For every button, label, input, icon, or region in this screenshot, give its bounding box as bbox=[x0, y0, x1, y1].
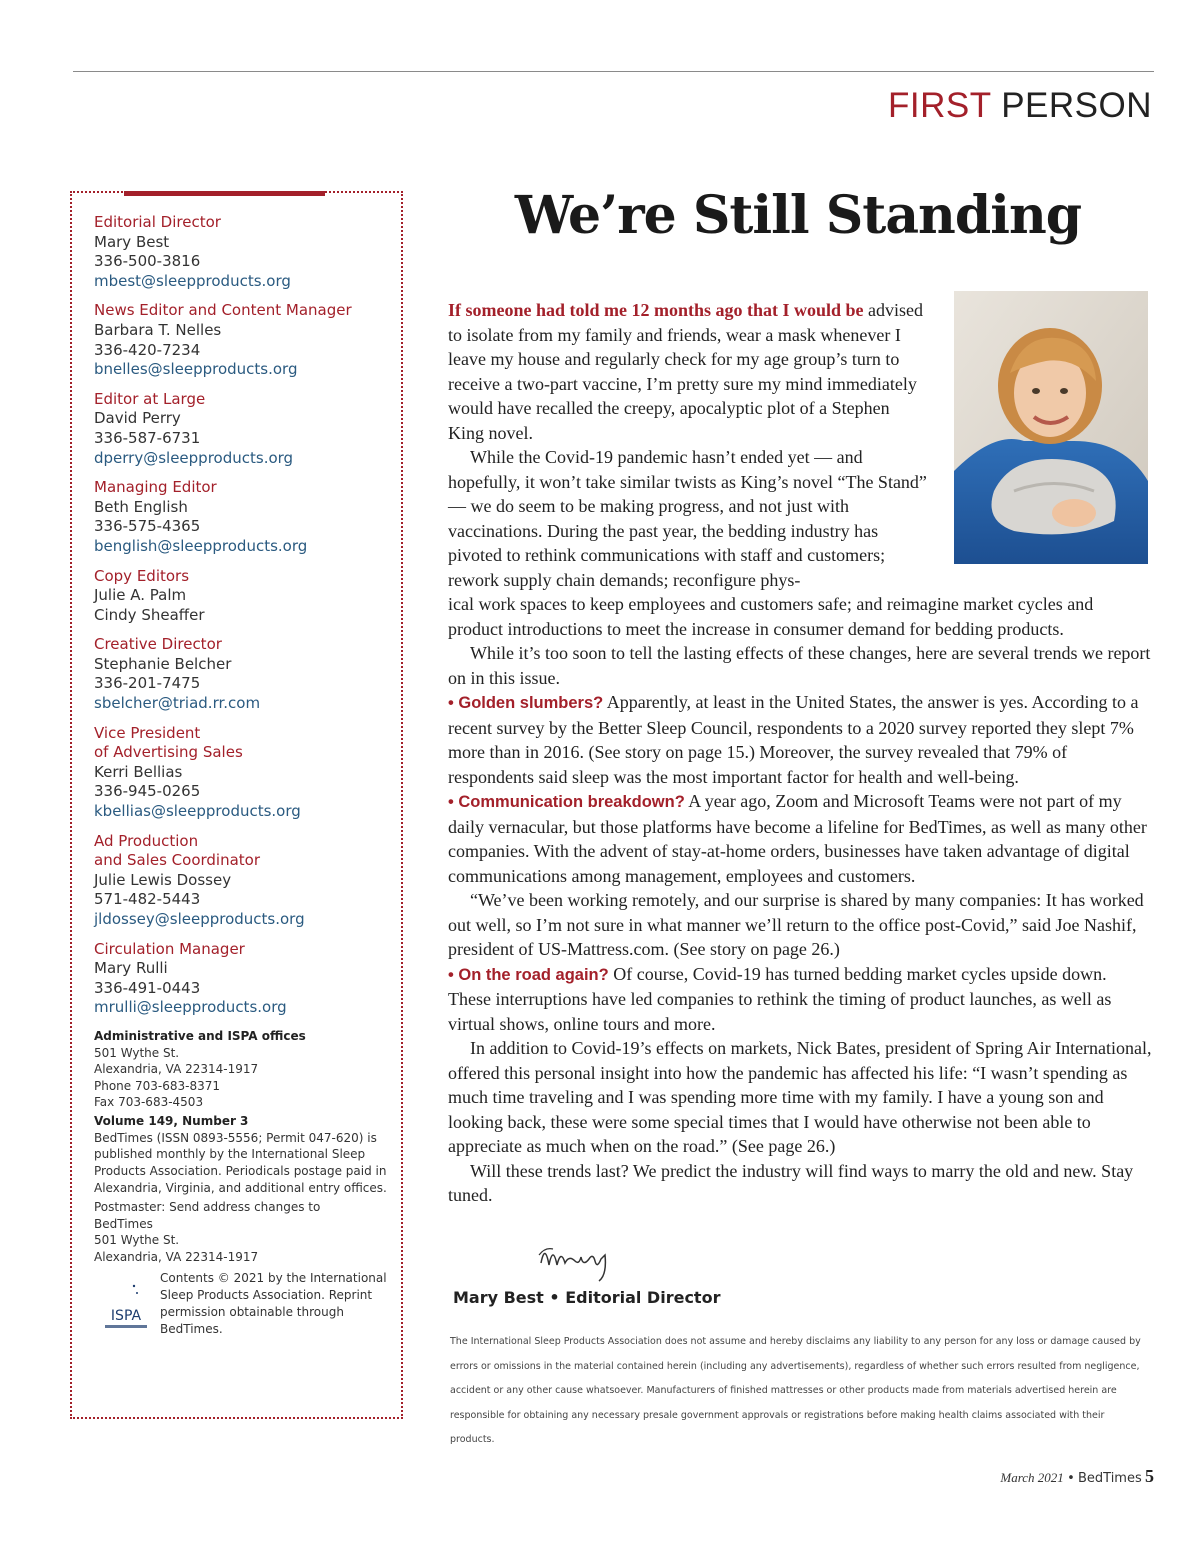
staff-role: Circulation Manager bbox=[94, 939, 245, 958]
article-paragraph: Will these trends last? We predict the industry will find ways to marry the old and new. Stay tuned. bbox=[448, 1160, 1134, 1205]
staff-entry bbox=[94, 301, 394, 379]
postmaster-line: Alexandria, VA 22314-1917 bbox=[94, 1250, 259, 1265]
staff-role: Ad Production bbox=[94, 831, 199, 850]
staff-email-link[interactable]: kbellias@sleepproducts.org bbox=[94, 802, 301, 821]
article-text: advised to isolate from my family and friends, wear a mask whenever I leave my house and regularly check for my age group’s turn to receive a two-part vaccine, I’m pretty sure my mind immediately would have recalled the creepy, apocalyptic plot of a Stephen King novel. bbox=[448, 300, 924, 443]
staff-role: Copy Editors bbox=[94, 566, 190, 585]
section-label-rest: PERSON bbox=[1001, 86, 1152, 125]
ispa-logo-text: ISPA bbox=[110, 1307, 142, 1324]
staff-role-line2: of Advertising Sales bbox=[94, 743, 243, 762]
staff-role-line2: and Sales Coordinator bbox=[94, 851, 261, 870]
section-label-accent: FIRST bbox=[887, 86, 991, 125]
article-paragraph: While it’s too soon to tell the lasting effects of these changes, here are several trends we report on in this issue. bbox=[448, 643, 1151, 688]
staff-role: Managing Editor bbox=[94, 478, 217, 497]
staff-role: Vice President bbox=[94, 723, 201, 742]
postmaster-line: Postmaster: Send address changes to bbox=[94, 1199, 321, 1214]
masthead-box bbox=[70, 191, 403, 1419]
office-street: 501 Wythe St. bbox=[94, 1045, 180, 1060]
page-number: 5 bbox=[1145, 1466, 1154, 1486]
logo-tagline-bar bbox=[105, 1325, 147, 1328]
staff-phone: 336-945-0265 bbox=[94, 782, 201, 801]
article-body bbox=[448, 298, 1152, 1208]
staff-email-link[interactable]: sbelcher@triad.rr.com bbox=[94, 694, 261, 713]
staff-name: David Perry bbox=[94, 409, 181, 428]
footer-separator: • bbox=[1067, 1471, 1075, 1486]
staff-role: Editorial Director bbox=[94, 213, 221, 231]
staff-email-link[interactable]: benglish@sleepproducts.org bbox=[94, 536, 308, 555]
top-rule bbox=[73, 71, 1154, 72]
article-paragraph: In addition to Covid-19’s effects on markets, Nick Bates, president of Spring Air International, offered this personal insight into how the pandemic has affected his life: “I wasn’t spending as much time traveling and I was spending more time with my family. I have a young son and looking back, these were some special times that I would have otherwise not been able to appreciate as much when on the road.” (See page 26.) bbox=[448, 1038, 1152, 1156]
staff-entry bbox=[94, 478, 394, 556]
copyright-block bbox=[94, 1270, 394, 1340]
staff-email-link[interactable]: mrulli@sleepproducts.org bbox=[94, 998, 287, 1017]
trend-text: Of course, Covid-19 has turned bedding market cycles upside down. These interruptions have led companies to rethink the timing of product launches, as well as virtual shows, online tours and more. bbox=[448, 963, 1112, 1034]
staff-name: Julie A. Palm bbox=[94, 586, 187, 605]
trend-text: Apparently, at least in the United States, the answer is yes. According to a recent survey by the Better Sleep Council, respondents to a 2020 survey reported they slept 7% more than in 2016. (See story on page 15.) Moreover, the survey revealed that 79% of respondents said sleep was the most important factor for health and well-being. bbox=[448, 692, 1139, 787]
staff-entry bbox=[94, 635, 394, 713]
staff-name: Barbara T. Nelles bbox=[94, 320, 222, 339]
trend-label: • Golden slumbers? bbox=[448, 694, 604, 712]
postmaster-line: BedTimes bbox=[94, 1216, 153, 1231]
publication-name: BedTimes bbox=[1077, 1471, 1142, 1486]
copyright-text: Contents © 2021 by the International Sleep Products Association. Reprint permission obtainable through BedTimes. bbox=[160, 1270, 387, 1336]
office-address bbox=[94, 1028, 394, 1111]
office-phone: Phone 703-683-8371 bbox=[94, 1078, 220, 1093]
ispa-logo bbox=[102, 1274, 150, 1334]
staff-name: Kerri Bellias bbox=[94, 762, 183, 781]
staff-phone: 336-491-0443 bbox=[94, 978, 201, 997]
staff-entry bbox=[94, 724, 394, 822]
masthead-accent-bar bbox=[124, 191, 325, 196]
star-icon bbox=[136, 1292, 138, 1294]
staff-phone: 336-201-7475 bbox=[94, 674, 201, 693]
staff-name: Stephanie Belcher bbox=[94, 654, 232, 673]
staff-email-link[interactable]: bnelles@sleepproducts.org bbox=[94, 360, 298, 379]
staff-entry bbox=[94, 213, 394, 291]
staff-name: Mary Rulli bbox=[94, 959, 168, 978]
section-label bbox=[888, 86, 1152, 126]
staff-phone: 336-575-4365 bbox=[94, 517, 201, 536]
issue-date: March 2021 bbox=[1000, 1470, 1064, 1485]
staff-name: Julie Lewis Dossey bbox=[94, 870, 232, 889]
staff-email-link[interactable]: dperry@sleepproducts.org bbox=[94, 448, 294, 467]
trend-item bbox=[448, 789, 1152, 888]
staff-role: Creative Director bbox=[94, 635, 222, 654]
legal-disclaimer: The International Sleep Products Association does not assume and hereby disclaims any liability to any person for any loss or damage caused by errors or omissions in the material contained herein (including any advertisements), regardless of whether such errors resulted from negligence, accident or any other cause whatsoever. Manufacturers of finished mattresses or other products made from materials advertised herein are responsible for obtaining any necessary presale government approvals or registrations before making health claims associated with their products. bbox=[450, 1336, 1141, 1446]
handwritten-signature bbox=[535, 1235, 625, 1283]
staff-entry bbox=[94, 390, 394, 468]
article-paragraph: While the Covid-19 pandemic hasn’t ended yet — and hopefully, it won’t take similar twists as King’s novel “The Stand” — we do seem to be making progress, and not just with vaccinations. During the past year, the bedding industry has pivoted to rethink communications with staff and customers; rework supply chain demands; reconfigure phys- bbox=[448, 447, 927, 590]
publication-statement: BedTimes (ISSN 0893-5556; Permit 047-620) is published monthly by the International Sleep Products Association. Periodicals postage paid in Alexandria, Virginia, and additional entry offices. bbox=[94, 1130, 387, 1195]
article-paragraph: “We’ve been working remotely, and our surprise is shared by many companies: It has worked out well, so I’m not sure in what manner we’ll return to the office post-Covid,” said Joe Nashif, president of US-Mattress.com. (See story on page 26.) bbox=[448, 890, 1144, 959]
office-city: Alexandria, VA 22314-1917 bbox=[94, 1062, 259, 1077]
staff-role: Editor at Large bbox=[94, 389, 206, 408]
staff-phone: 336-420-7234 bbox=[94, 340, 201, 359]
volume-number: Volume 149, Number 3 bbox=[94, 1113, 249, 1128]
office-fax: Fax 703-683-4503 bbox=[94, 1095, 204, 1110]
staff-phone: 336-587-6731 bbox=[94, 428, 201, 447]
publication-info bbox=[94, 1113, 394, 1197]
article-paragraph-continued: ical work spaces to keep employees and customers safe; and reimagine market cycles and product introductions to meet the increase in consumer demand for bedding products. bbox=[448, 594, 1094, 639]
postmaster-line: 501 Wythe St. bbox=[94, 1233, 180, 1248]
staff-name: Beth English bbox=[94, 497, 188, 516]
star-icon bbox=[133, 1285, 135, 1287]
moon-icon bbox=[120, 1278, 132, 1302]
page-footer bbox=[1000, 1466, 1154, 1487]
trend-item bbox=[448, 962, 1152, 1037]
staff-role: News Editor and Content Manager bbox=[94, 301, 352, 320]
staff-email-link[interactable]: mbest@sleepproducts.org bbox=[94, 271, 291, 290]
staff-phone: 336-500-3816 bbox=[94, 252, 201, 271]
staff-entry bbox=[94, 567, 394, 626]
article-paragraph bbox=[448, 298, 930, 445]
staff-entry bbox=[94, 940, 394, 1018]
author-byline: Mary Best • Editorial Director bbox=[453, 1288, 721, 1307]
staff-entry bbox=[94, 832, 394, 930]
postmaster-notice bbox=[94, 1199, 394, 1266]
trend-item bbox=[448, 690, 1152, 789]
article-headline: We’re Still Standing bbox=[514, 185, 1082, 246]
staff-email-link[interactable]: jldossey@sleepproducts.org bbox=[94, 910, 305, 928]
staff-name: Mary Best bbox=[94, 232, 170, 251]
trend-label: • Communication breakdown? bbox=[448, 793, 685, 811]
trend-text: A year ago, Zoom and Microsoft Teams were not part of my daily vernacular, but those platforms have become a lifeline for BedTimes, as well as many other companies. With the advent of stay-at-home orders, businesses have taken advantage of digital communications among management, employees and customers. bbox=[448, 791, 1147, 886]
staff-phone: 571-482-5443 bbox=[94, 890, 201, 909]
masthead-content bbox=[94, 213, 394, 1340]
office-title: Administrative and ISPA offices bbox=[94, 1028, 306, 1043]
staff-name: Cindy Sheaffer bbox=[94, 605, 205, 624]
trend-label: • On the road again? bbox=[448, 965, 609, 984]
article-lede: If someone had told me 12 months ago that I would be bbox=[448, 300, 864, 320]
